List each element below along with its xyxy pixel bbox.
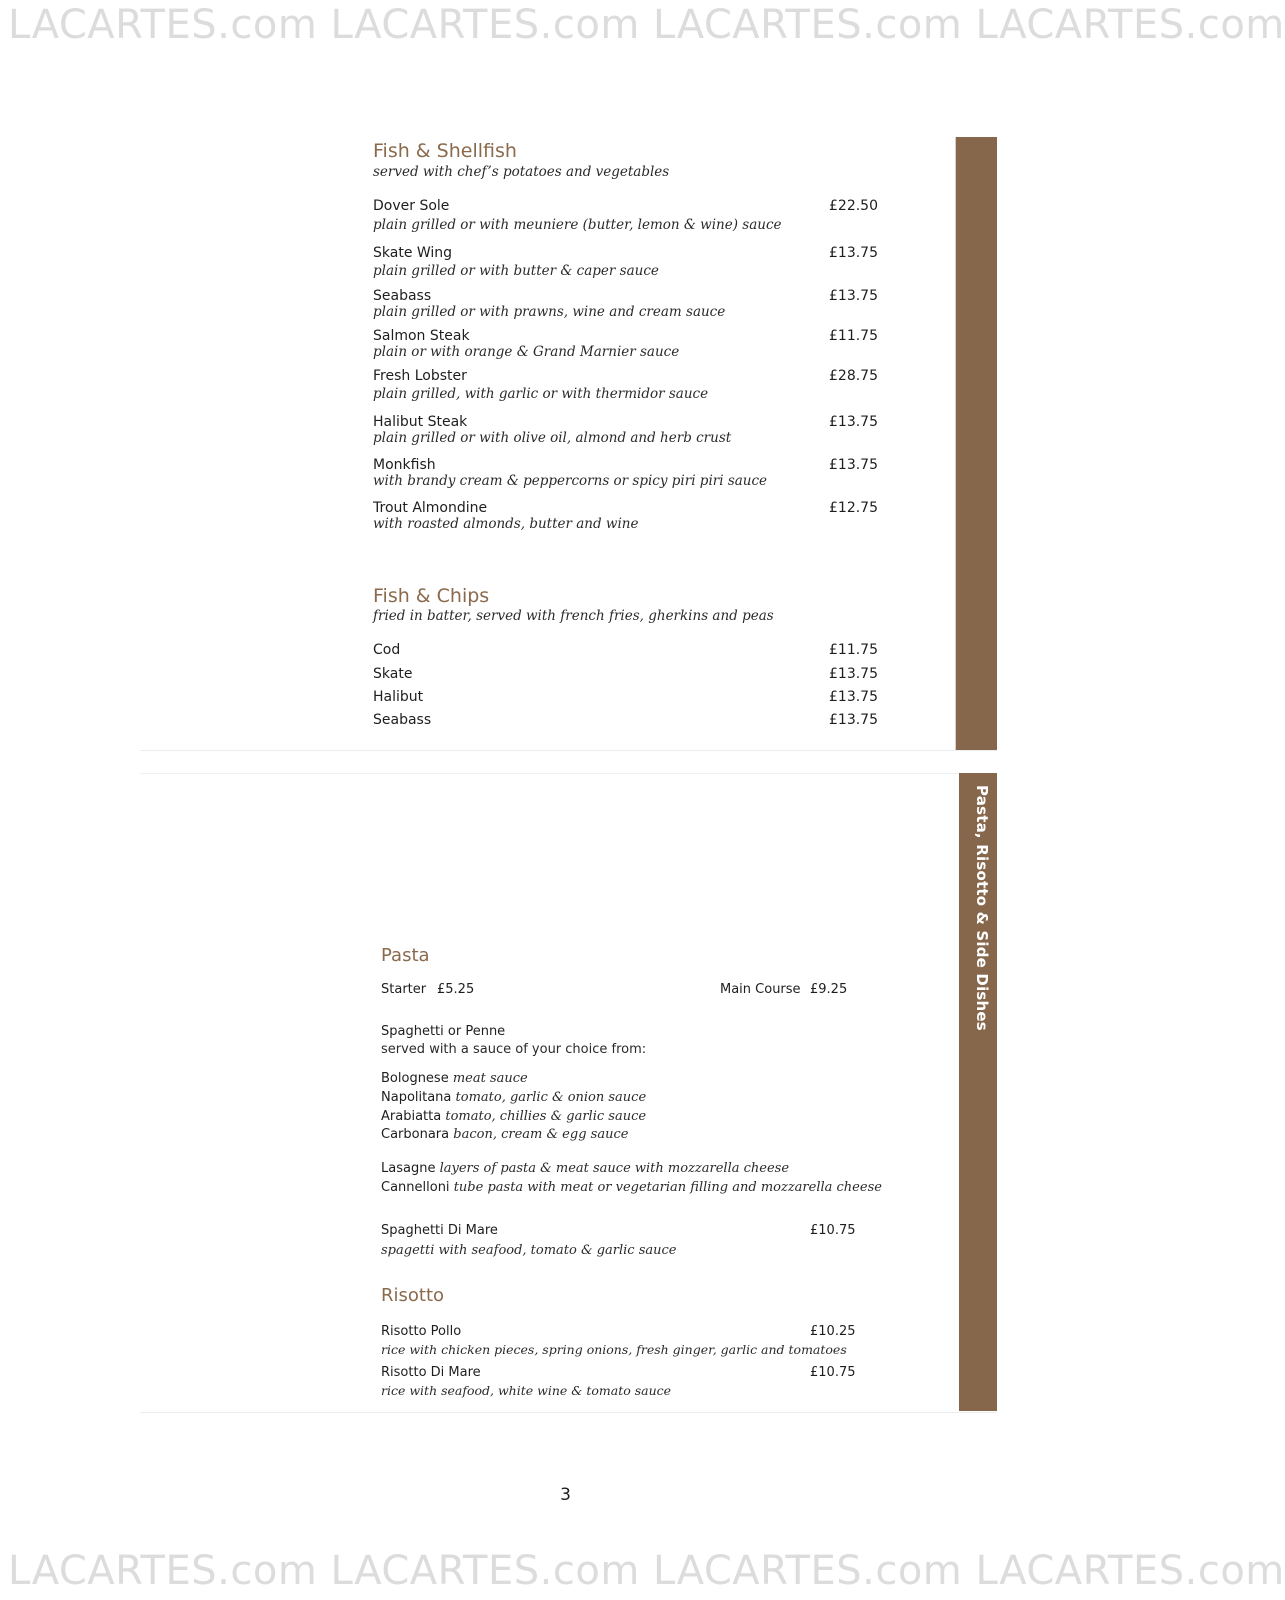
menu-item-desc: plain grilled or with meuniere (butter, lemon & wine) sauce [373, 217, 782, 233]
sauce-line [381, 1109, 646, 1124]
menu-item-desc: spagetti with seafood, tomato & garlic sauce [381, 1243, 677, 1258]
pasta-title: Pasta [381, 945, 430, 966]
menu-item-price: £11.75 [829, 328, 878, 344]
side-dishes-label: Pasta, Risotto & Side Dishes [973, 785, 991, 1031]
menu-item-price: £13.75 [829, 245, 878, 261]
menu-item-price: £10.75 [810, 1365, 856, 1380]
pasta-base-name: Spaghetti or Penne [381, 1024, 506, 1039]
page-number: 3 [560, 1485, 571, 1505]
menu-item-desc: with brandy cream & peppercorns or spicy piri piri sauce [373, 473, 768, 489]
menu-item-name: Fresh Lobster [373, 368, 467, 384]
sauce-desc: tomato, chillies & garlic sauce [445, 1109, 647, 1124]
menu-item-price: £13.75 [829, 666, 878, 682]
menu-item-price: £28.75 [829, 368, 878, 384]
baked-desc: layers of pasta & meat sauce with mozzarella cheese [439, 1161, 790, 1176]
menu-item-name: Monkfish [373, 457, 436, 473]
fish-side-bar [956, 137, 997, 750]
menu-item-price: £13.75 [829, 288, 878, 304]
menu-item-desc: rice with chicken pieces, spring onions, fresh ginger, garlic and tomatoes [381, 1342, 847, 1357]
sauce-line [381, 1127, 628, 1142]
sauce-name: Bolognese [381, 1071, 449, 1086]
fish-chips-subtitle: fried in batter, served with french fries, gherkins and peas [373, 608, 774, 624]
fish-shellfish-title: Fish & Shellfish [373, 140, 517, 162]
sauce-desc: meat sauce [452, 1071, 528, 1086]
sauce-name: Napolitana [381, 1090, 452, 1105]
menu-item-price: £13.75 [829, 457, 878, 473]
menu-item-name: Spaghetti Di Mare [381, 1223, 498, 1238]
menu-item-price: £10.75 [810, 1223, 856, 1238]
menu-item-price: £11.75 [829, 642, 878, 658]
menu-item-name: Seabass [373, 712, 432, 728]
menu-item-desc: plain grilled or with butter & caper sauce [373, 263, 659, 279]
menu-item-name: Cod [373, 642, 401, 658]
menu-item-price: £13.75 [829, 689, 878, 705]
menu-item-price: £22.50 [829, 198, 878, 214]
baked-line [381, 1161, 789, 1176]
starter-label: Starter [381, 982, 427, 997]
baked-desc: tube pasta with meat or vegetarian filling and mozzarella cheese [453, 1180, 882, 1195]
menu-item-desc: with roasted almonds, butter and wine [373, 516, 639, 532]
menu-item-name: Salmon Steak [373, 328, 470, 344]
main-course-label: Main Course [720, 982, 801, 997]
sauce-desc: bacon, cream & egg sauce [453, 1127, 629, 1142]
menu-item-name: Risotto Pollo [381, 1324, 462, 1339]
baked-line [381, 1180, 882, 1195]
starter-price: £5.25 [437, 982, 475, 997]
menu-item-price: £12.75 [829, 500, 878, 516]
pasta-base-desc: served with a sauce of your choice from: [381, 1042, 647, 1057]
menu-item-name: Skate [373, 666, 413, 682]
menu-item-price: £13.75 [829, 414, 878, 430]
menu-item-name: Halibut Steak [373, 414, 468, 430]
watermark-top: LACARTES.com LACARTES.com LACARTES.com LACARTES.com [8, 2, 1285, 48]
sauce-name: Arabiatta [381, 1109, 442, 1124]
menu-item-name: Halibut [373, 689, 424, 705]
menu-item-desc: plain or with orange & Grand Marnier sauce [373, 344, 680, 360]
menu-item-price: £13.75 [829, 712, 878, 728]
menu-item-desc: plain grilled or with olive oil, almond and herb crust [373, 430, 732, 446]
menu-item-name: Dover Sole [373, 198, 450, 214]
sauce-line [381, 1090, 646, 1105]
fish-chips-title: Fish & Chips [373, 585, 490, 607]
menu-item-name: Risotto Di Mare [381, 1365, 481, 1380]
main-course-price: £9.25 [810, 982, 848, 997]
baked-name: Cannelloni [381, 1180, 450, 1195]
watermark-bottom: LACARTES.com LACARTES.com LACARTES.com LACARTES.com [8, 1548, 1285, 1594]
menu-item-desc: plain grilled, with garlic or with thermidor sauce [373, 386, 709, 402]
menu-item-desc: plain grilled or with prawns, wine and cream sauce [373, 304, 726, 320]
sauce-name: Carbonara [381, 1127, 450, 1142]
menu-item-desc: rice with seafood, white wine & tomato sauce [381, 1383, 672, 1398]
menu-item-name: Trout Almondine [373, 500, 488, 516]
menu-item-name: Seabass [373, 288, 432, 304]
baked-name: Lasagne [381, 1161, 436, 1176]
sauce-desc: tomato, garlic & onion sauce [455, 1090, 647, 1105]
menu-item-name: Skate Wing [373, 245, 453, 261]
fish-shellfish-subtitle: served with chef’s potatoes and vegetables [373, 164, 670, 180]
risotto-title: Risotto [381, 1285, 445, 1306]
menu-item-price: £10.25 [810, 1324, 856, 1339]
sauce-line [381, 1071, 528, 1086]
